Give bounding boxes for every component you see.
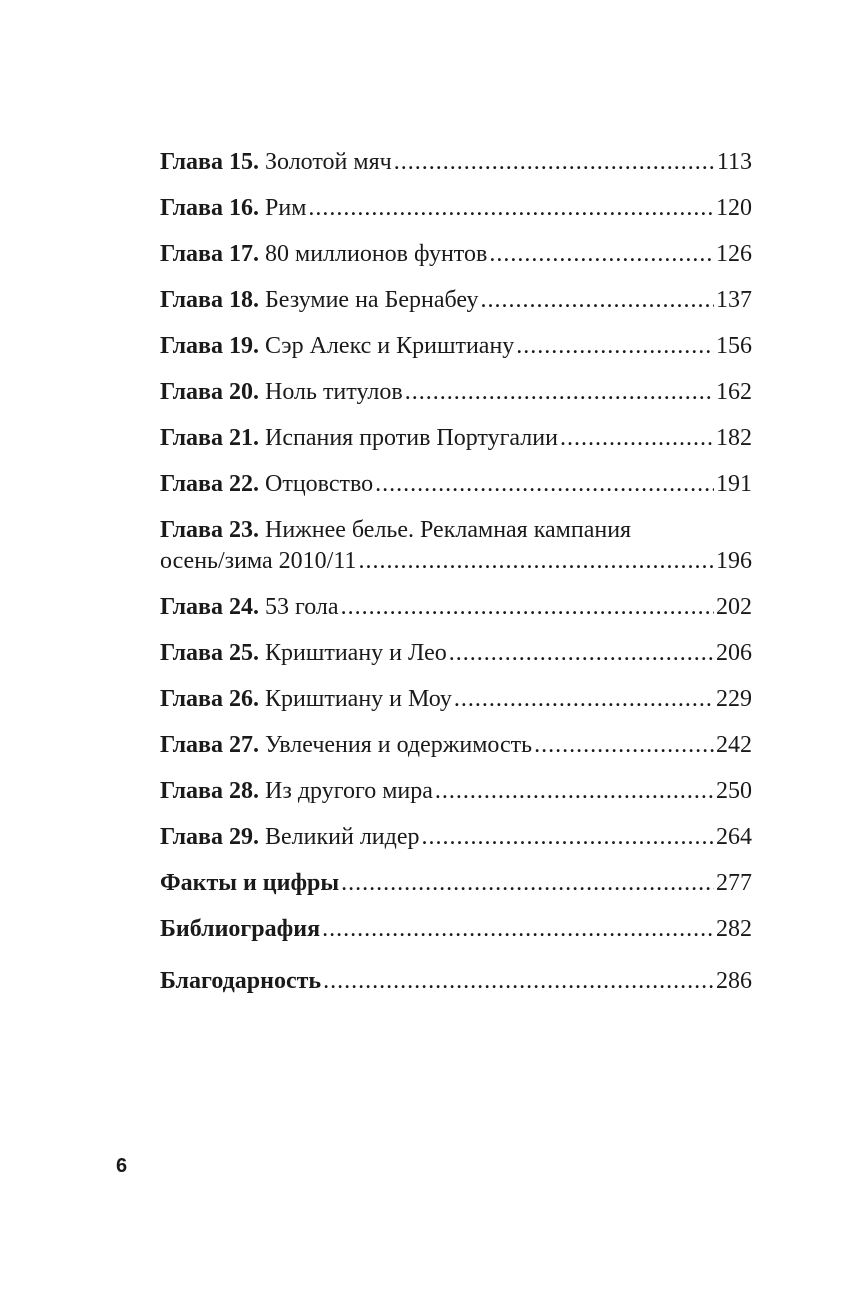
section-label: Благодарность [160, 968, 322, 994]
page-number: 229 [716, 686, 752, 712]
toc-entry [160, 144, 752, 180]
toc-entry-text [160, 911, 320, 947]
chapter-title: Криштиану и Лео [265, 640, 447, 666]
toc-entry-text [160, 727, 532, 763]
page-number: 191 [716, 471, 752, 497]
toc-entry [160, 773, 752, 809]
toc-entry [160, 374, 752, 410]
page-number: 264 [716, 824, 752, 850]
chapter-label: Глава 19. [160, 333, 259, 359]
toc-entry-text [160, 589, 339, 625]
toc-entry-text [160, 328, 514, 364]
dot-leader [454, 681, 714, 717]
chapter-title: Испания против Португалии [265, 425, 558, 451]
toc-entry [160, 865, 752, 901]
chapter-title: Сэр Алекс и Криштиану [265, 333, 515, 359]
chapter-title: Безумие на Бернабеу [265, 287, 479, 313]
toc-entry [160, 328, 752, 364]
toc-entry [160, 727, 752, 763]
dot-leader [534, 727, 714, 763]
page-number: 137 [716, 287, 752, 313]
page-number: 182 [716, 425, 752, 451]
toc-entry [160, 236, 752, 272]
dot-leader [323, 963, 714, 999]
toc-entry-text [160, 635, 447, 671]
toc-entry [160, 282, 752, 318]
toc-entry [160, 819, 752, 855]
toc-entry [160, 681, 752, 717]
chapter-label: Глава 18. [160, 287, 259, 313]
chapter-title: Увлечения и одержимость [265, 732, 533, 758]
page-number: 196 [716, 548, 752, 574]
chapter-label: Глава 28. [160, 778, 259, 804]
chapter-title-continued: осень/зима 2010/11 [160, 548, 357, 574]
page-folio: 6 [116, 1155, 128, 1177]
dot-leader [489, 236, 714, 272]
dot-leader [358, 543, 714, 579]
dot-leader [516, 328, 714, 364]
dot-leader [322, 911, 714, 947]
toc-entry-text [160, 963, 321, 999]
toc-entry-text [160, 819, 420, 855]
page-number: 113 [716, 149, 752, 175]
dot-leader [435, 773, 714, 809]
section-label: Факты и цифры [160, 870, 340, 896]
page-number: 250 [716, 778, 752, 804]
toc-entry [160, 466, 752, 502]
page-number: 126 [716, 241, 752, 267]
toc-entry-text [160, 681, 452, 717]
page-number: 277 [716, 870, 752, 896]
page-number: 202 [716, 594, 752, 620]
dot-leader [341, 865, 714, 901]
toc-entry [160, 589, 752, 625]
chapter-title: 80 миллионов фунтов [265, 241, 488, 267]
toc-entry-text [160, 282, 478, 318]
chapter-title: Рим [265, 195, 307, 221]
chapter-label: Глава 21. [160, 425, 259, 451]
page-number: 162 [716, 379, 752, 405]
dot-leader [560, 420, 714, 456]
dot-leader [449, 635, 714, 671]
toc-entry-text [160, 374, 403, 410]
dot-leader [394, 144, 715, 180]
chapter-title: 53 гола [265, 594, 339, 620]
toc-entry [160, 420, 752, 456]
chapter-title: Из другого мира [265, 778, 433, 804]
chapter-label: Глава 26. [160, 686, 259, 712]
chapter-label: Глава 29. [160, 824, 259, 850]
page-number: 120 [716, 195, 752, 221]
toc-entry-text [160, 865, 339, 901]
toc-entry-text [160, 190, 306, 226]
section-label: Библиография [160, 916, 321, 942]
dot-leader [480, 282, 714, 318]
toc-entry [160, 963, 752, 999]
toc-entry-text [160, 773, 433, 809]
toc-entry [160, 190, 752, 226]
dot-leader [341, 589, 714, 625]
chapter-label: Глава 22. [160, 471, 259, 497]
toc-entry [160, 911, 752, 947]
chapter-title: Отцовство [265, 471, 374, 497]
toc-entry-text [160, 466, 373, 502]
chapter-title: Ноль титулов [265, 379, 403, 405]
chapter-label: Глава 16. [160, 195, 259, 221]
dot-leader [308, 190, 714, 226]
chapter-label: Глава 15. [160, 149, 259, 175]
chapter-title: Криштиану и Моу [265, 686, 452, 712]
page-number: 286 [716, 968, 752, 994]
toc-entry [160, 635, 752, 671]
toc-entry-text [160, 420, 558, 456]
chapter-label: Глава 20. [160, 379, 259, 405]
dot-leader [422, 819, 714, 855]
page-number: 156 [716, 333, 752, 359]
toc-entry [160, 543, 752, 579]
chapter-label: Глава 24. [160, 594, 259, 620]
page-number: 242 [716, 732, 752, 758]
chapter-title: Золотой мяч [265, 149, 392, 175]
dot-leader [375, 466, 714, 502]
toc-entry-text [160, 236, 487, 272]
page-number: 282 [716, 916, 752, 942]
page-number: 206 [716, 640, 752, 666]
chapter-label: Глава 25. [160, 640, 259, 666]
chapter-title: Нижнее белье. Рекламная кампания [265, 517, 632, 543]
chapter-label: Глава 27. [160, 732, 259, 758]
chapter-title: Великий лидер [265, 824, 420, 850]
dot-leader [405, 374, 714, 410]
chapter-label: Глава 17. [160, 241, 259, 267]
chapter-label: Глава 23. [160, 517, 259, 543]
toc-entry-text [160, 144, 392, 180]
